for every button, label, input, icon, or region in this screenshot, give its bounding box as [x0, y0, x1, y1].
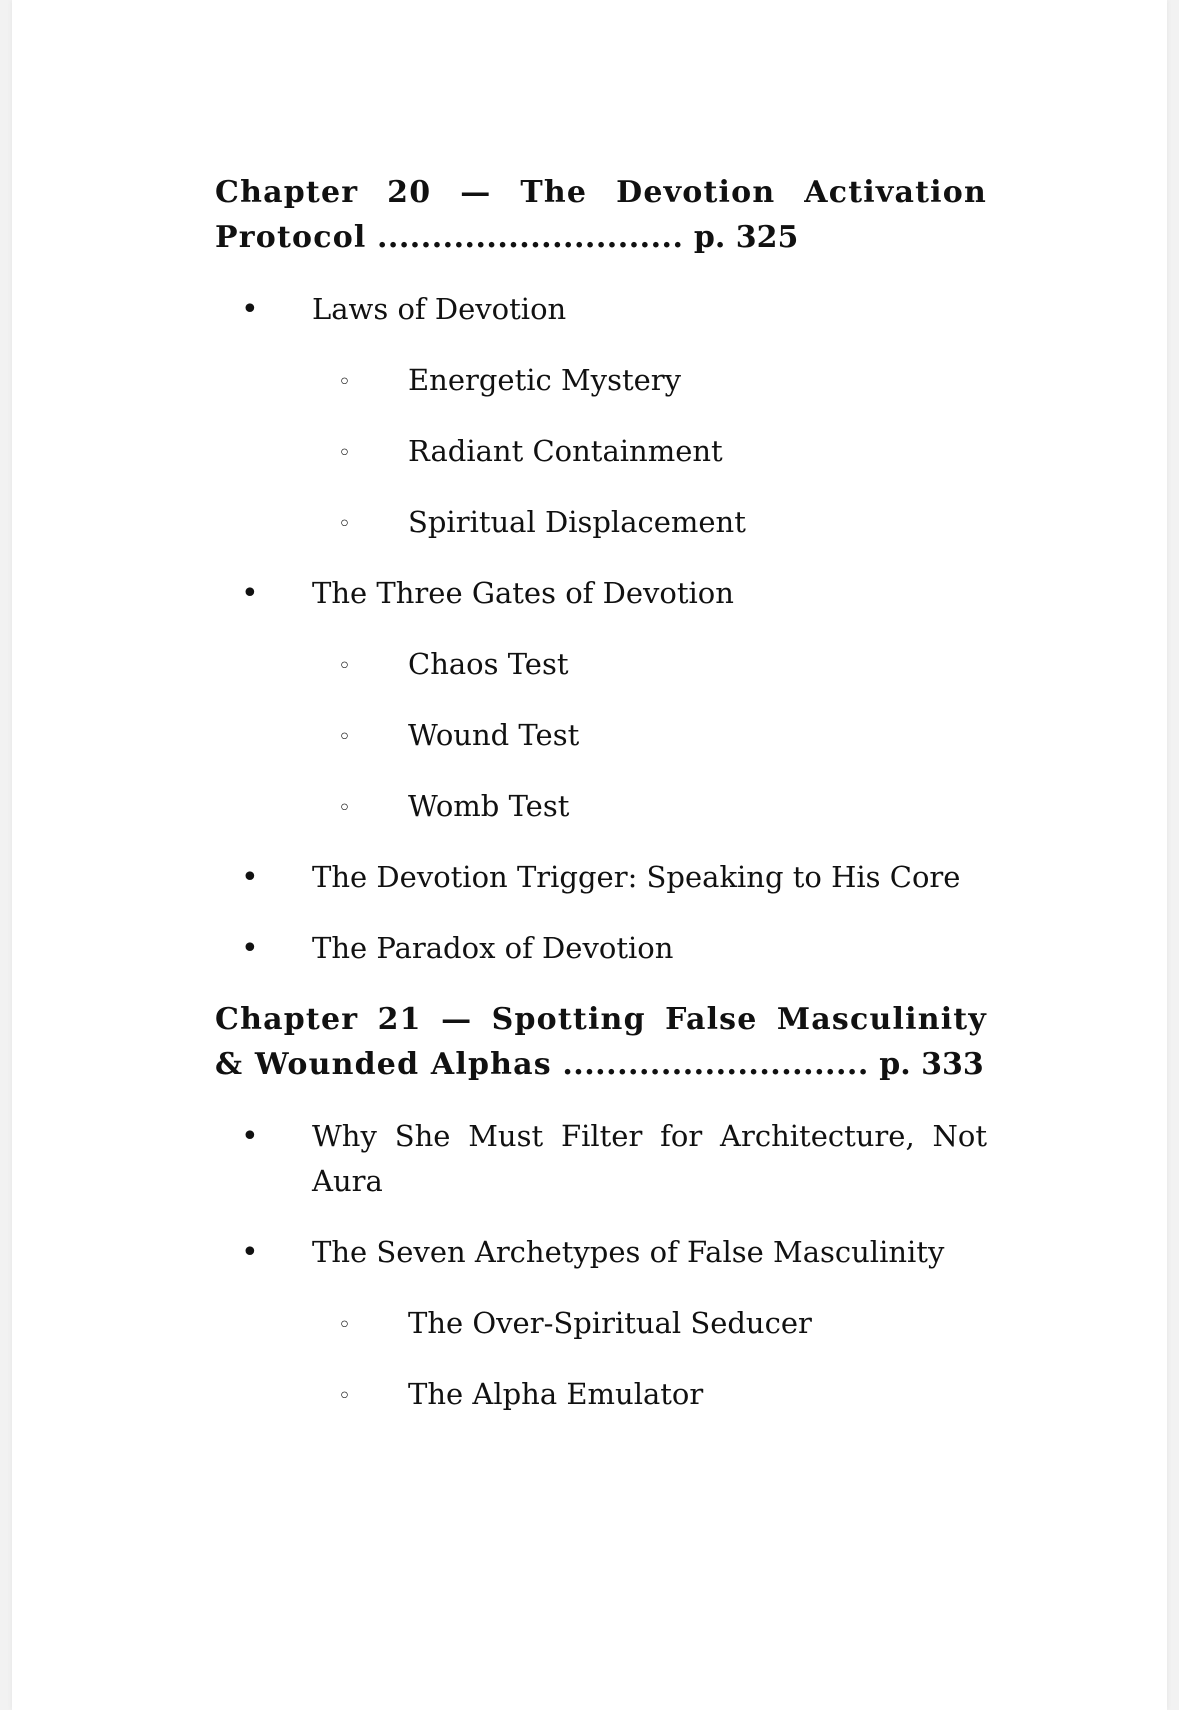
- leader-dots: ............................: [376, 220, 684, 255]
- list-item: ◦ Energetic Mystery: [215, 358, 987, 403]
- table-of-contents: [215, 170, 987, 1443]
- list-item: ◦ The Alpha Emulator: [215, 1372, 987, 1417]
- list-item: ◦ The Over-Spiritual Seducer: [215, 1301, 987, 1346]
- chapter-21-list: [215, 1114, 987, 1417]
- list-item: • Why She Must Filter for Architecture, Not Aura: [215, 1114, 987, 1204]
- list-item: • The Seven Archetypes of False Masculinity: [215, 1230, 987, 1275]
- chapter-title: Chapter 20 — The Devotion Activation Protocol: [215, 175, 987, 255]
- document-page: [12, 0, 1167, 1710]
- chapter-20-list: [215, 287, 987, 971]
- list-item: • The Three Gates of Devotion: [215, 571, 987, 616]
- chapter-20-heading: [215, 170, 987, 260]
- page-number: p. 325: [693, 220, 799, 255]
- list-item: • Laws of Devotion: [215, 287, 987, 332]
- list-item: • The Devotion Trigger: Speaking to His Core: [215, 855, 987, 900]
- leader-dots: ............................: [562, 1047, 869, 1082]
- list-item: ◦ Spiritual Displacement: [215, 500, 987, 545]
- page-number: p. 333: [879, 1047, 984, 1082]
- list-item: • The Paradox of Devotion: [215, 926, 987, 971]
- list-item: ◦ Radiant Containment: [215, 429, 987, 474]
- list-item: ◦ Wound Test: [215, 713, 987, 758]
- chapter-title: Chapter 21 — Spotting False Masculinity & Wounded Alphas: [215, 1002, 987, 1082]
- list-item: ◦ Chaos Test: [215, 642, 987, 687]
- list-item: ◦ Womb Test: [215, 784, 987, 829]
- chapter-21-heading: [215, 997, 987, 1087]
